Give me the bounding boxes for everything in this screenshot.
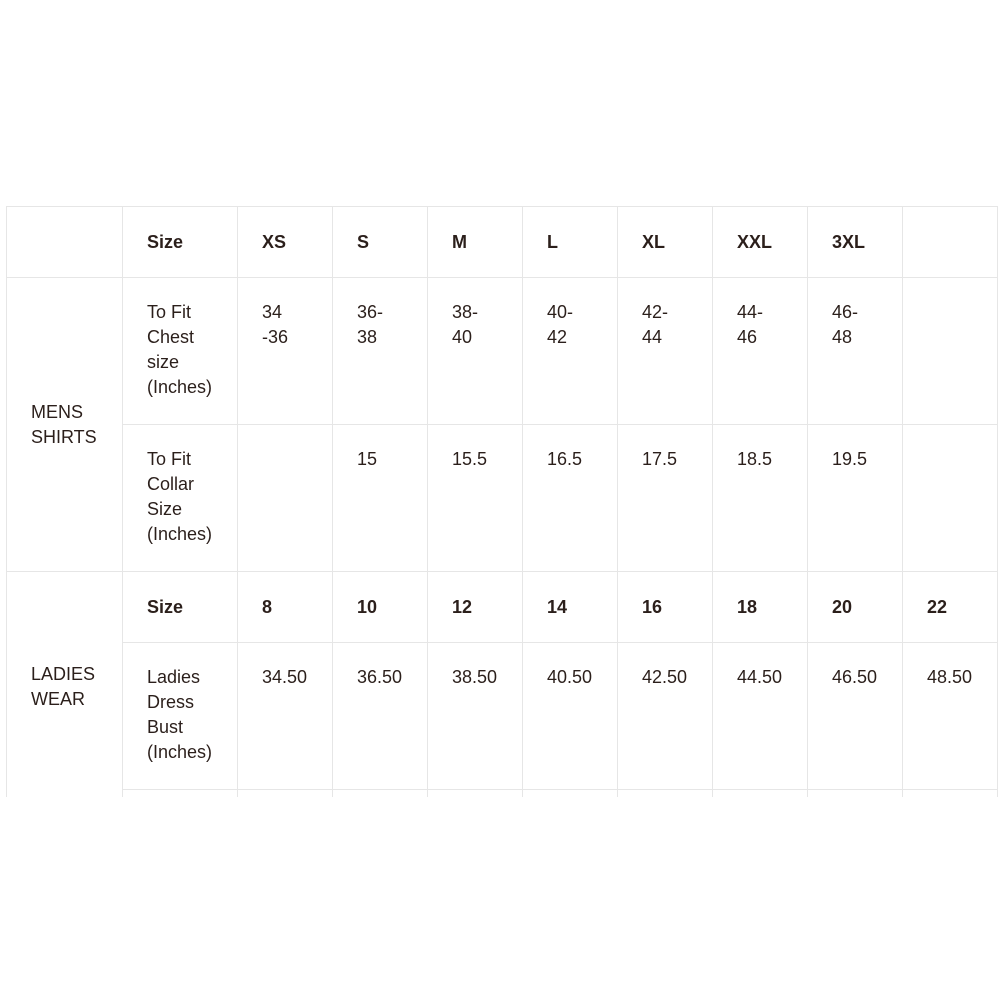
bust-value-cell: 44.50 [713, 643, 808, 790]
collar-value-cell [903, 425, 998, 572]
bust-value-cell: 40.50 [523, 643, 618, 790]
ladies-size-cell: 8 [238, 572, 333, 643]
collar-value-cell: 15 [333, 425, 428, 572]
collar-value-cell: 18.5 [713, 425, 808, 572]
bust-value-cell: 34.50 [238, 643, 333, 790]
collar-value-cell: 15.5 [428, 425, 523, 572]
size-header-cell: XXL [713, 207, 808, 278]
chest-value-cell: 44- 46 [713, 278, 808, 425]
mens-header-row [7, 207, 998, 278]
bust-row-label: Ladies Dress Bust (Inches) [123, 643, 238, 790]
bust-value-cell: 36.50 [333, 643, 428, 790]
chest-value-cell: 46- 48 [808, 278, 903, 425]
chest-value-cell [903, 278, 998, 425]
chest-value-cell: 42- 44 [618, 278, 713, 425]
chest-row-label: To Fit Chest size (Inches) [123, 278, 238, 425]
ladies-bust-row [7, 643, 998, 790]
bust-value-cell: 48.50 [903, 643, 998, 790]
ladies-header-row [7, 572, 998, 643]
chest-value-cell: 34 -36 [238, 278, 333, 425]
chest-value-cell: 38- 40 [428, 278, 523, 425]
collar-value-cell [238, 425, 333, 572]
ladies-size-cell: 20 [808, 572, 903, 643]
size-chart-table [6, 206, 998, 802]
bust-value-cell: 46.50 [808, 643, 903, 790]
mens-chest-row [7, 278, 998, 425]
size-header-cell: L [523, 207, 618, 278]
collar-row-label: To Fit Collar Size (Inches) [123, 425, 238, 572]
collar-value-cell: 16.5 [523, 425, 618, 572]
empty-corner-cell [7, 207, 123, 278]
mens-collar-row [7, 425, 998, 572]
page-bottom-whitespace [0, 797, 1000, 1000]
ladies-wear-group-label: LADIES WEAR [7, 572, 123, 802]
ladies-size-cell: 18 [713, 572, 808, 643]
bust-value-cell: 42.50 [618, 643, 713, 790]
size-header-label: Size [123, 207, 238, 278]
collar-value-cell: 17.5 [618, 425, 713, 572]
ladies-size-cell: 10 [333, 572, 428, 643]
ladies-size-cell: 12 [428, 572, 523, 643]
collar-value-cell: 19.5 [808, 425, 903, 572]
bust-value-cell: 38.50 [428, 643, 523, 790]
ladies-size-label: Size [123, 572, 238, 643]
chest-value-cell: 36- 38 [333, 278, 428, 425]
size-header-cell: 3XL [808, 207, 903, 278]
size-header-cell: S [333, 207, 428, 278]
ladies-size-cell: 22 [903, 572, 998, 643]
size-header-cell [903, 207, 998, 278]
mens-shirts-group-label: MENS SHIRTS [7, 278, 123, 572]
size-header-cell: XS [238, 207, 333, 278]
chest-value-cell: 40- 42 [523, 278, 618, 425]
ladies-size-cell: 14 [523, 572, 618, 643]
size-header-cell: XL [618, 207, 713, 278]
ladies-size-cell: 16 [618, 572, 713, 643]
size-header-cell: M [428, 207, 523, 278]
